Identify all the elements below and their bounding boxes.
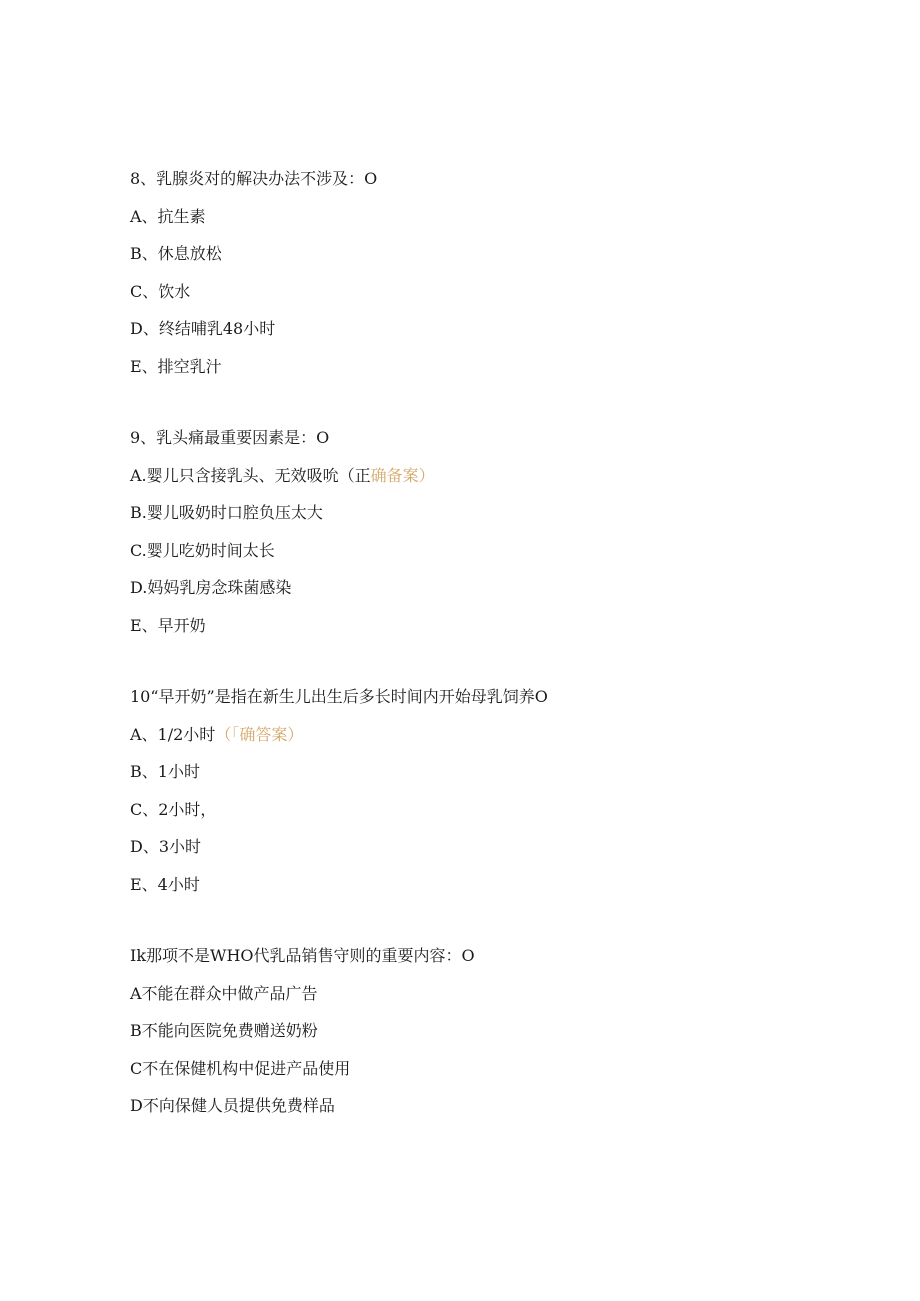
question-stem: 9、乳头痛最重要因素是：O (130, 428, 330, 447)
option-a (130, 716, 830, 754)
option-d (130, 310, 830, 348)
question-stem: 8、乳腺炎对的解决办法不涉及：O (130, 169, 378, 188)
option-c (130, 273, 830, 311)
option-text: B.婴儿吸奶时口腔负压太大 (130, 503, 323, 522)
option-a (130, 457, 830, 495)
question-stem: Ik那项不是WHO代乳品销售守则的重要内容：O (130, 946, 475, 965)
option-text: E、排空乳汁 (130, 356, 222, 376)
option-text: B不能向医院免费赠送奶粉 (130, 1021, 318, 1040)
question-stem: 10“早开奶”是指在新生儿出生后多长时间内开始母乳饲养O (130, 687, 548, 706)
option-text: A不能在群众中做产品广告 (130, 983, 318, 1003)
option-text: E、4小时 (130, 874, 200, 894)
option-a (130, 198, 830, 236)
question-8 (130, 160, 830, 385)
option-d (130, 569, 830, 607)
option-text: C、饮水 (130, 281, 191, 301)
option-text: D、3小时 (130, 837, 202, 856)
option-text: E、早开奶 (130, 615, 206, 635)
question-9 (130, 419, 830, 644)
option-b (130, 235, 830, 273)
option-c (130, 791, 830, 829)
option-text: D不向保健人员提供免费样品 (130, 1096, 335, 1115)
option-e (130, 866, 830, 904)
option-b (130, 494, 830, 532)
question-10 (130, 678, 830, 903)
option-text: C、2小时， (130, 799, 217, 819)
option-c (130, 532, 830, 570)
option-text: A、1/2小时 (130, 724, 216, 744)
option-d (130, 828, 830, 866)
question-11 (130, 937, 830, 1125)
option-e (130, 607, 830, 645)
option-a (130, 975, 830, 1013)
option-d (130, 1087, 830, 1125)
option-b (130, 1012, 830, 1050)
option-text: D、终结哺乳48小时 (130, 319, 276, 338)
option-text: A、抗生素 (130, 206, 206, 226)
option-text: B、1小时 (130, 762, 200, 781)
option-text: A.婴儿只含接乳头、无效吸吮（正 (130, 465, 371, 485)
document-page (130, 160, 830, 1159)
option-b (130, 753, 830, 791)
option-text: D.妈妈乳房念珠菌感染 (130, 578, 292, 597)
answer-mark: （「确答案） (215, 724, 304, 744)
option-text: B、休息放松 (130, 244, 222, 263)
option-e (130, 348, 830, 386)
option-text: C不在保健机构中促进产品使用 (130, 1058, 351, 1078)
answer-mark: 确备案） (370, 465, 435, 485)
option-text: C.婴儿吃奶时间太长 (130, 540, 275, 560)
option-c (130, 1050, 830, 1088)
